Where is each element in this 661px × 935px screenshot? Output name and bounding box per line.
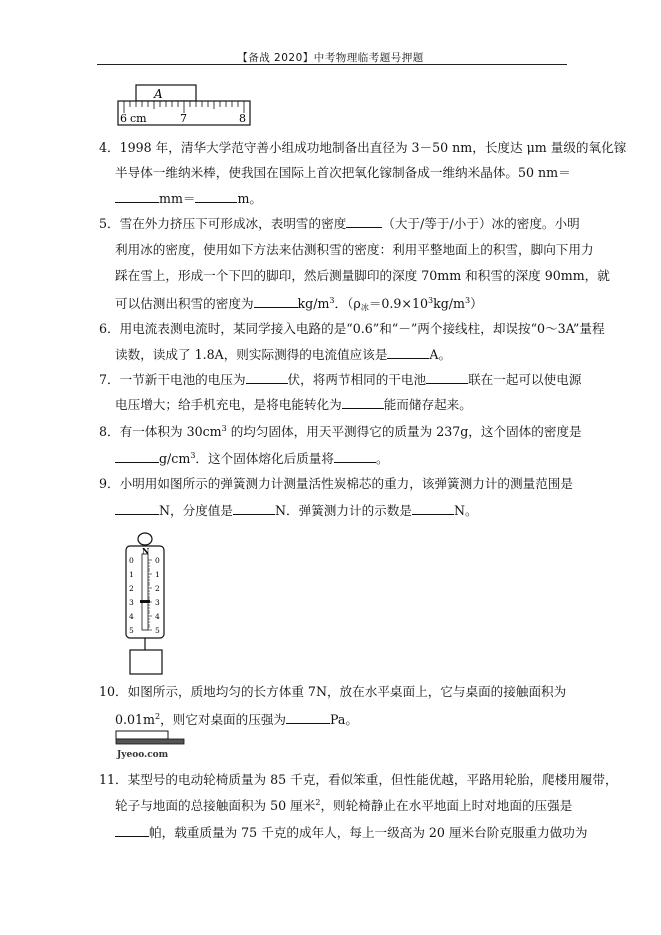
q9-line2-text-b: N．弹簧测力计的示数是 [275,503,412,518]
block-on-table-figure [115,730,195,762]
ruler-tick-6: 6 [120,112,127,125]
q10-line1: 10．如图所示，质地均匀的长方体重 7N，放在水平桌面上，它与桌面的接触面积为 [99,684,567,699]
q9-blank-1[interactable] [115,502,159,515]
scale-right-4: 4 [155,612,160,621]
q6-line2-text-b: A。 [429,347,452,362]
scale-pointer [140,600,150,603]
q6-line2 [115,346,451,363]
q8-line2-text-b: ．这个固体熔化后质量将 [195,451,334,466]
q7-blank-2[interactable] [426,371,468,384]
q7-blank-3[interactable] [342,396,384,409]
scale-right-3: 3 [155,598,160,607]
scale-left-1: 1 [129,570,134,579]
q11-line2-sup: 2 [315,798,321,807]
q5-line1 [99,215,580,232]
q8-line1-sup: 3 [221,424,227,433]
q8-line1-text-b: 的均匀固体，用天平测得它的质量为 237g，这个固体的密度是 [226,424,582,439]
q7-line1-text-c: 联在一起可以使电源 [468,372,582,387]
q8-blank-2[interactable] [334,450,376,463]
q6-line2-text-a: 读数，读成了 1.8A，则实际测得的电流值应该是 [115,347,388,362]
q5-blank-2[interactable] [254,295,298,308]
ruler-figure [116,83,256,129]
q5-line4-text-c: ．（ρ [334,296,361,311]
q9-line2 [115,502,478,519]
q11-line1: 11．某型号的电动轮椅质量为 85 千克，看似笨重，但性能优越，平路用轮胎，爬楼用履带， [99,772,618,787]
scale-left-3: 3 [129,598,134,607]
scale-left-5: 5 [129,626,134,635]
scale-right-1: 1 [155,570,160,579]
q6-blank-1[interactable] [387,346,429,359]
q5-line4 [115,295,483,312]
q5-line4-unit: kg/m [297,296,330,311]
q9-line1: 9．小明用如图所示的弹簧测力计测量活性炭棉芯的重力，该弹簧测力计的测量范围是 [99,476,573,491]
scale-weight-block [130,650,162,674]
q10-line2 [115,711,358,728]
q5-line1-text-a: 5．雪在外力挤压下可形成冰，表明雪的密度 [99,216,347,231]
q11-blank-1[interactable] [115,824,149,837]
q8-line2-sup: 3 [190,451,196,460]
q5-line4-text-d: ＝0.9×10 [368,296,429,311]
ruler-tick-8: 8 [239,112,246,125]
scale-left-4: 4 [129,612,134,621]
q7-line1 [99,371,581,388]
ruler-tick-7: 7 [180,112,187,125]
ruler-unit-cm: cm [130,112,147,125]
q9-line2-text-c: N。 [453,503,478,518]
q9-line2-text-a: N，分度值是 [159,503,233,518]
q4-unit-m: m。 [237,191,263,206]
scale-right-2: 2 [155,584,160,593]
q4-blank-1[interactable] [115,190,159,203]
q8-blank-1[interactable] [115,450,159,463]
scale-right-5: 5 [155,626,160,635]
q8-line1 [99,424,582,440]
scale-label-n: N [142,546,150,556]
q7-line2-text-a: 电压增大；给手机充电，是将电能转化为 [115,397,342,412]
scale-left-0: 0 [129,556,134,565]
q5-line4-text-f: ） [470,296,483,311]
ruler-label-a: A [154,87,163,101]
q5-line2: 利用冰的密度，使用如下方法来估测积雪的密度：利用平整地面上的积雪，脚向下用力 [115,242,594,257]
q5-line1-text-b: （大于/等于/小于）冰的密度。小明 [382,216,580,231]
q5-line4-text-a: 可以估测出积雪的密度为 [115,296,254,311]
q11-line3-text-a: 帕，载重质量为 75 千克的成年人，每上一级高为 20 厘米台阶克服重力做功为 [149,825,588,840]
page-header: 【备战 2020】中考物理临考题号押题 [237,52,424,64]
q8-line2-unit: g/cm [159,451,191,466]
spring-scale-figure [118,530,178,678]
q4-line3 [115,190,262,207]
q11-line2 [115,798,572,814]
block-figure-watermark: Jyeoo.com [117,750,169,760]
q7-line2-text-b: 能而储存起来。 [383,397,472,412]
q7-blank-1[interactable] [246,371,288,384]
q10-line2-sup: 2 [154,712,161,721]
scale-left-2: 2 [129,584,134,593]
q11-line3 [115,824,587,841]
q10-line2-text-a: 0.01m [115,712,155,727]
q8-line2 [115,450,389,467]
q5-line4-sup: 3 [329,296,335,305]
q7-line1-text-b: 伏，将两节相同的干电池 [287,372,427,387]
q4-blank-2[interactable] [195,190,237,203]
q8-line2-text-c: 。 [375,451,389,466]
q9-blank-3[interactable] [412,502,454,515]
q10-line2-text-c: Pa。 [330,712,359,727]
q4-line1: 4．1998 年，清华大学范守善小组成功地制备出直径为 3－50 nm，长度达 μm 量级的氧化镓 [99,140,627,155]
q5-line4-sub: 冰 [360,303,369,312]
q11-line2-text-a: 轮子与地面的总接触面积为 50 厘米 [115,798,316,813]
q6-line1: 6．用电流表测电流时，某同学接入电路的是“0.6”和“－”两个接线柱，却误按“0～3A”量程 [99,321,605,336]
q8-line1-text-a: 8．有一体积为 30cm [99,424,222,439]
q5-line4-sup3: 3 [465,296,471,305]
q5-line3: 踩在雪上，形成一个下凹的脚印，然后测量脚印的深度 70mm 和积雪的深度 90mm，就 [115,268,610,283]
scale-right-0: 0 [155,556,160,565]
q10-line2-text-b: ，则它对桌面的压强为 [160,712,287,727]
q9-blank-2[interactable] [233,502,275,515]
q11-line2-text-b: ，则轮椅静止在水平地面上时对地面的压强是 [320,798,573,813]
q7-line1-text-a: 7．一节新干电池的电压为 [99,372,246,387]
q10-blank-1[interactable] [286,711,330,724]
header-rule [97,64,567,65]
q4-unit-mm: mm＝ [159,191,196,206]
q5-line4-sup2: 3 [428,296,434,305]
q4-line2: 半导体一维纳米棒，使我国在国际上首次把氧化镓制备成一维纳米晶体。50 nm＝ [115,165,571,180]
q7-line2 [115,396,472,413]
q5-line4-text-e: kg/m [433,296,465,311]
q5-blank-1[interactable] [346,215,382,228]
